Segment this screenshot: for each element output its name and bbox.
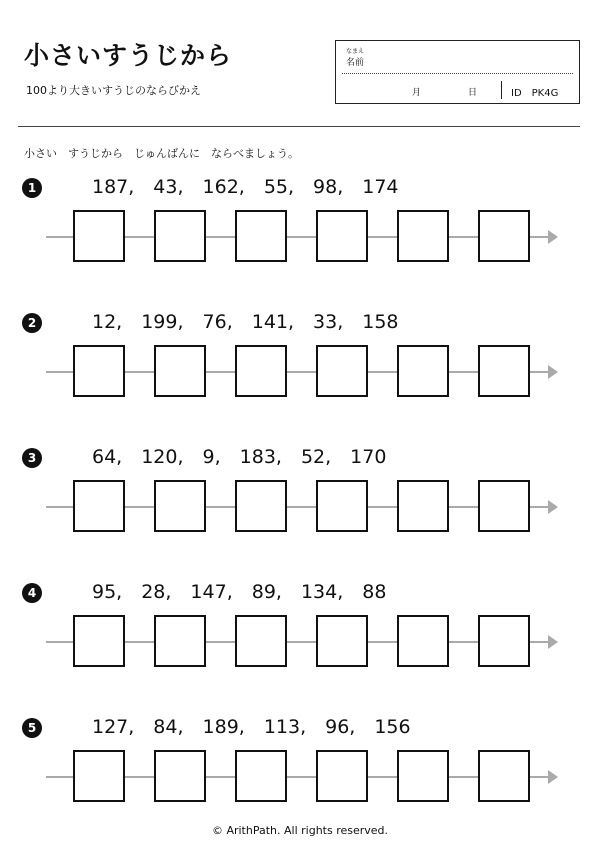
answer-box[interactable] bbox=[397, 480, 449, 532]
problem-numbers: 127, 84, 189, 113, 96, 156 bbox=[92, 716, 411, 738]
answer-box[interactable] bbox=[73, 210, 125, 262]
problem-number-badge: 5 bbox=[22, 718, 42, 738]
answer-box[interactable] bbox=[478, 750, 530, 802]
answer-box[interactable] bbox=[316, 480, 368, 532]
problem-numbers: 95, 28, 147, 89, 134, 88 bbox=[92, 581, 387, 603]
copyright-footer: © ArithPath. All rights reserved. bbox=[211, 824, 389, 837]
arrow-right-icon bbox=[548, 230, 558, 244]
name-dotted-line bbox=[342, 73, 573, 74]
arrow-right-icon bbox=[548, 365, 558, 379]
answer-box[interactable] bbox=[73, 345, 125, 397]
name-label: 名前 bbox=[346, 58, 365, 68]
answer-box[interactable] bbox=[397, 210, 449, 262]
arrow-right-icon bbox=[548, 770, 558, 784]
answer-box[interactable] bbox=[316, 210, 368, 262]
problem-number-badge: 4 bbox=[22, 583, 42, 603]
answer-box[interactable] bbox=[235, 750, 287, 802]
worksheet-id: ID PK4G bbox=[511, 88, 559, 99]
month-label: 月 bbox=[412, 88, 422, 98]
answer-box[interactable] bbox=[316, 615, 368, 667]
arrow-right-icon bbox=[548, 500, 558, 514]
problem-numbers: 12, 199, 76, 141, 33, 158 bbox=[92, 311, 399, 333]
problem-1 bbox=[0, 170, 600, 290]
answer-box[interactable] bbox=[235, 345, 287, 397]
day-label: 日 bbox=[468, 88, 478, 98]
instruction-text: 小さい すうじから じゅんばんに ならべましょう。 bbox=[24, 147, 299, 160]
answer-box[interactable] bbox=[154, 615, 206, 667]
problem-4 bbox=[0, 575, 600, 695]
answer-box[interactable] bbox=[397, 345, 449, 397]
page-subtitle: 100より大きいすうじのならびかえ bbox=[26, 84, 201, 97]
problem-number-badge: 3 bbox=[22, 448, 42, 468]
answer-box[interactable] bbox=[478, 480, 530, 532]
answer-box[interactable] bbox=[73, 480, 125, 532]
problem-5 bbox=[0, 710, 600, 830]
answer-box[interactable] bbox=[235, 480, 287, 532]
answer-box[interactable] bbox=[154, 210, 206, 262]
problem-2 bbox=[0, 305, 600, 425]
name-box bbox=[335, 40, 580, 104]
name-ruby: なまえ bbox=[346, 48, 365, 55]
arrow-right-icon bbox=[548, 635, 558, 649]
answer-box[interactable] bbox=[478, 210, 530, 262]
answer-box[interactable] bbox=[235, 615, 287, 667]
answer-box[interactable] bbox=[73, 750, 125, 802]
problem-number-badge: 2 bbox=[22, 313, 42, 333]
page-title: 小さいすうじから bbox=[24, 41, 233, 70]
problem-3 bbox=[0, 440, 600, 560]
answer-box[interactable] bbox=[154, 750, 206, 802]
problem-numbers: 187, 43, 162, 55, 98, 174 bbox=[92, 176, 399, 198]
problem-number-badge: 1 bbox=[22, 178, 42, 198]
answer-box[interactable] bbox=[397, 615, 449, 667]
answer-box[interactable] bbox=[478, 615, 530, 667]
id-separator bbox=[501, 81, 502, 99]
answer-box[interactable] bbox=[478, 345, 530, 397]
problem-numbers: 64, 120, 9, 183, 52, 170 bbox=[92, 446, 387, 468]
answer-box[interactable] bbox=[316, 345, 368, 397]
answer-box[interactable] bbox=[316, 750, 368, 802]
answer-box[interactable] bbox=[397, 750, 449, 802]
answer-box[interactable] bbox=[154, 345, 206, 397]
answer-box[interactable] bbox=[73, 615, 125, 667]
header-divider bbox=[18, 126, 580, 127]
answer-box[interactable] bbox=[154, 480, 206, 532]
answer-box[interactable] bbox=[235, 210, 287, 262]
